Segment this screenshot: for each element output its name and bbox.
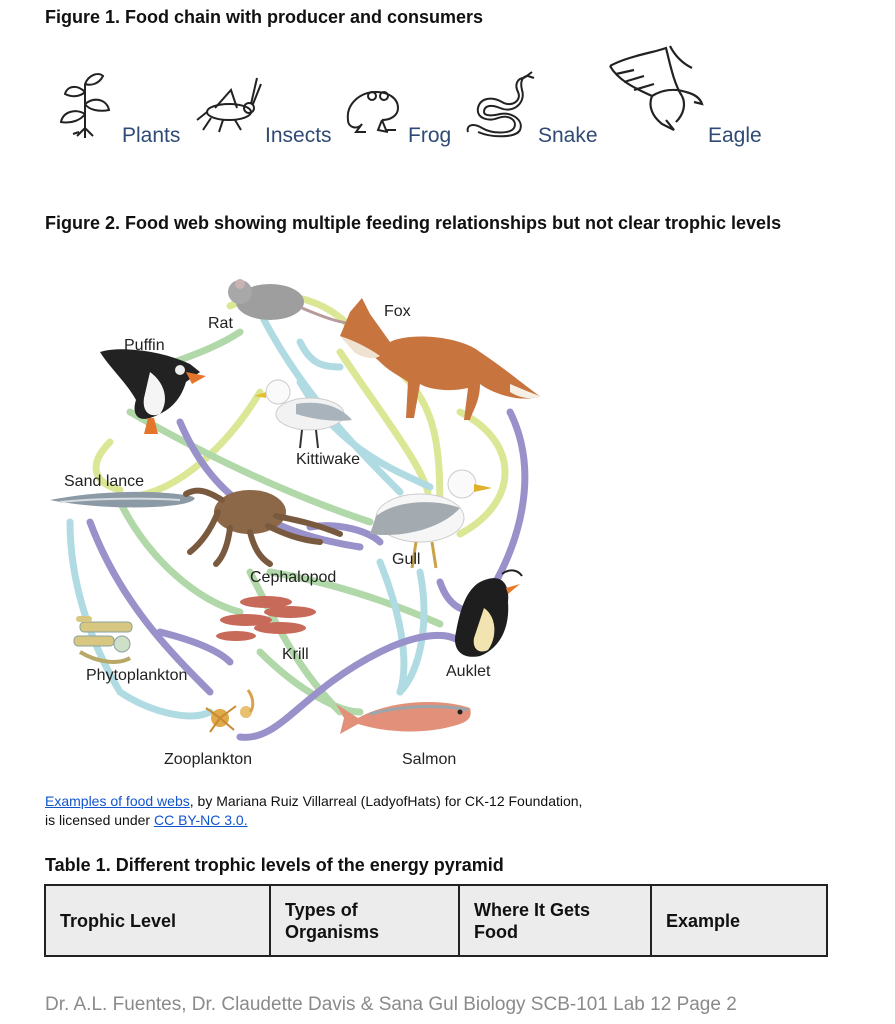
table-header-row	[45, 885, 827, 956]
label-sand-lance: Sand lance	[64, 473, 145, 490]
food-webs-link[interactable]: Examples of food webs	[45, 793, 190, 809]
license-link[interactable]: CC BY-NC 3.0.	[153, 812, 248, 828]
table1-title: Table 1. Different trophic levels of the energy pyramid	[45, 855, 504, 875]
plant-icon	[55, 64, 115, 140]
credit-license-prefix: is licensed under	[45, 812, 154, 828]
label-krill: Krill	[282, 646, 309, 663]
label-zooplankton: Zooplankton	[164, 751, 253, 768]
label-phytoplankton: Phytoplankton	[86, 667, 188, 684]
food-web-diagram	[40, 272, 560, 777]
figure1-title: Figure 1. Food chain with producer and consumers	[45, 7, 484, 27]
chain-label-plants: Plants	[122, 124, 181, 147]
trophic-levels-table	[44, 884, 828, 957]
sand-lance-drawing	[50, 492, 195, 508]
chain-label-eagle: Eagle	[708, 124, 762, 147]
chain-label-frog: Frog	[408, 124, 452, 147]
grasshopper-icon	[195, 74, 263, 136]
label-salmon: Salmon	[402, 751, 457, 768]
label-puffin: Puffin	[124, 337, 165, 354]
page-footer: Dr. A.L. Fuentes, Dr. Claudette Davis & Sana Gul Biology SCB-101 Lab 12 Page 2	[45, 994, 737, 1015]
frog-icon	[342, 84, 404, 136]
eagle-icon	[604, 44, 708, 136]
label-cephalopod: Cephalopod	[250, 569, 337, 586]
label-rat: Rat	[208, 315, 233, 332]
figure2-title: Figure 2. Food web showing multiple feeding relationships but not clear trophic levels	[45, 213, 782, 233]
label-gull: Gull	[392, 551, 421, 568]
header-where-it-gets-food: Where It Gets Food	[459, 885, 651, 956]
label-fox: Fox	[384, 303, 411, 320]
krill-drawing	[216, 596, 316, 641]
puffin-drawing	[100, 349, 206, 434]
image-credit	[45, 792, 582, 830]
header-trophic-level: Trophic Level	[45, 885, 270, 956]
snake-icon	[462, 68, 538, 138]
auklet-drawing	[455, 570, 522, 656]
rat-drawing	[228, 279, 352, 324]
header-example: Example	[651, 885, 827, 956]
label-kittiwake: Kittiwake	[296, 451, 361, 468]
credit-middle-text: , by Mariana Ruiz Villarreal (LadyofHats) for CK-12 Foundation,	[189, 793, 583, 809]
chain-label-snake: Snake	[538, 124, 598, 147]
label-auklet: Auklet	[446, 663, 491, 680]
header-types-of-organisms: Types of Organisms	[270, 885, 459, 956]
chain-label-insects: Insects	[265, 124, 332, 147]
salmon-drawing	[336, 702, 471, 734]
